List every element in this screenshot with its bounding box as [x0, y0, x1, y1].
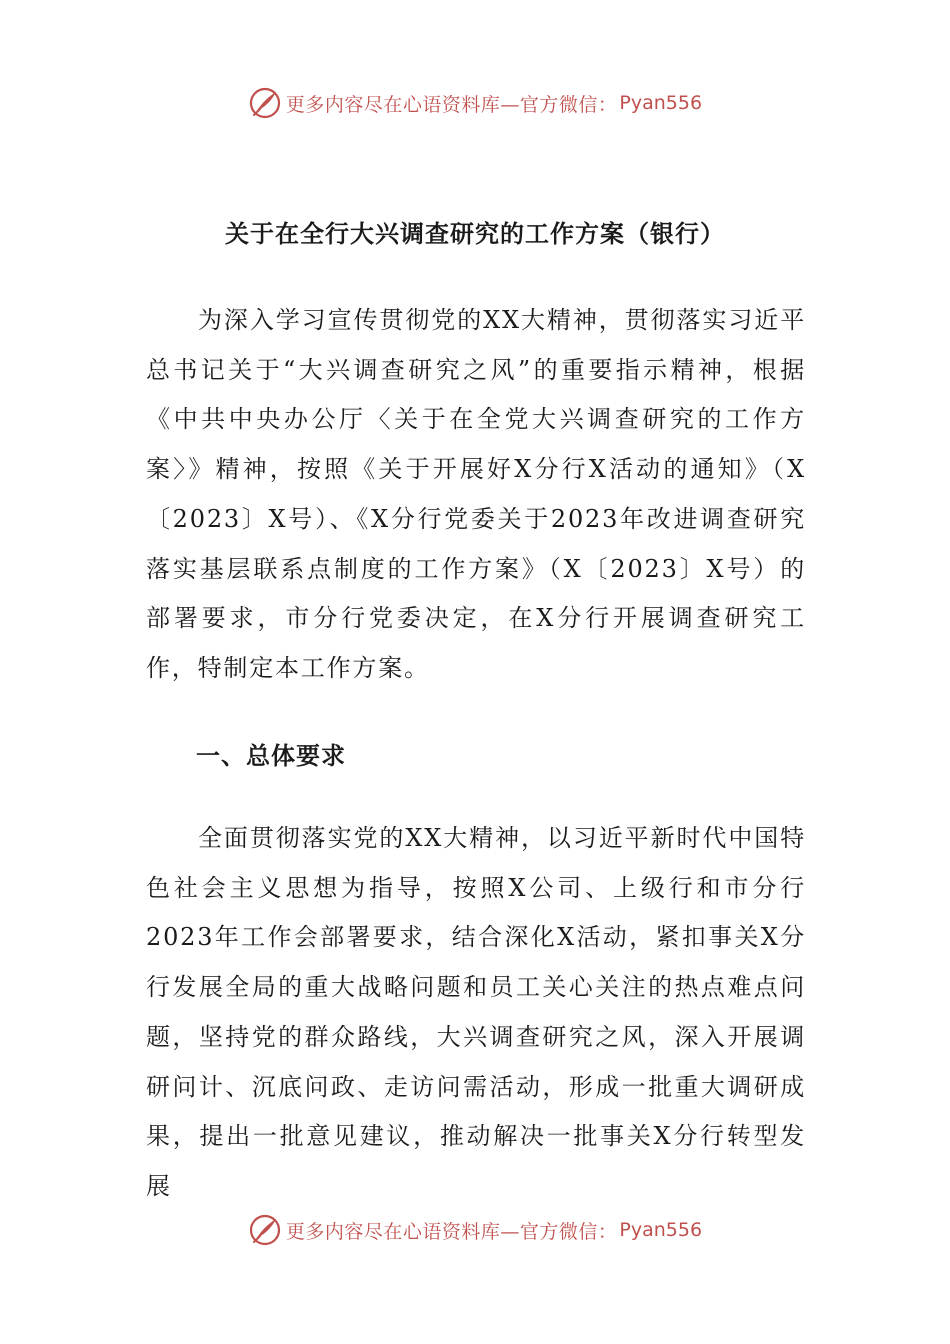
watermark-wechat-id: Pyan556 — [619, 1219, 703, 1241]
watermark-header — [0, 83, 950, 123]
intro-paragraph: 为深入学习宣传贯彻党的XX大精神，贯彻落实习近平总书记关于“大兴调查研究之风”的重要指示精神，根据《中共中央办公厅〈关于在全党大兴调查研究的工作方案〉》精神，按照《关于开展好X分行X活动的通知》（X〔2023〕X号）、《X分行党委关于2023年改进调查研究落实基层联系点制度的工作方案》（X〔2023〕X号）的部署要求，市分行党委决定，在X分行开展调查研究工作，特制定本工作方案。 — [146, 306, 806, 682]
watermark-text: 更多内容尽在心语资料库—官方微信： — [285, 93, 618, 116]
watermark-wechat-id: Pyan556 — [619, 92, 703, 114]
section-paragraph: 全面贯彻落实党的XX大精神，以习近平新时代中国特色社会主义思想为指导，按照X公司、上级行和市分行2023年工作会部署要求，结合深化X活动，紧扣事关X分行发展全局的重大战略问题和员工关心关注的热点难点问题，坚持党的群众路线，大兴调查研究之风，深入开展调研问计、沉底问政、走访问需活动，形成一批重大调研成果，提出一批意见建议，推动解决一批事关X分行转型发展 — [146, 824, 806, 1200]
section-heading-general-requirements: 一、总体要求 — [196, 742, 346, 770]
watermark-text: 更多内容尽在心语资料库—官方微信： — [285, 1220, 618, 1243]
document-title: 关于在全行大兴调查研究的工作方案（银行） — [225, 220, 725, 248]
quill-pen-logo-icon — [248, 1213, 282, 1247]
quill-pen-logo-icon — [248, 86, 282, 120]
watermark-footer — [0, 1210, 950, 1250]
